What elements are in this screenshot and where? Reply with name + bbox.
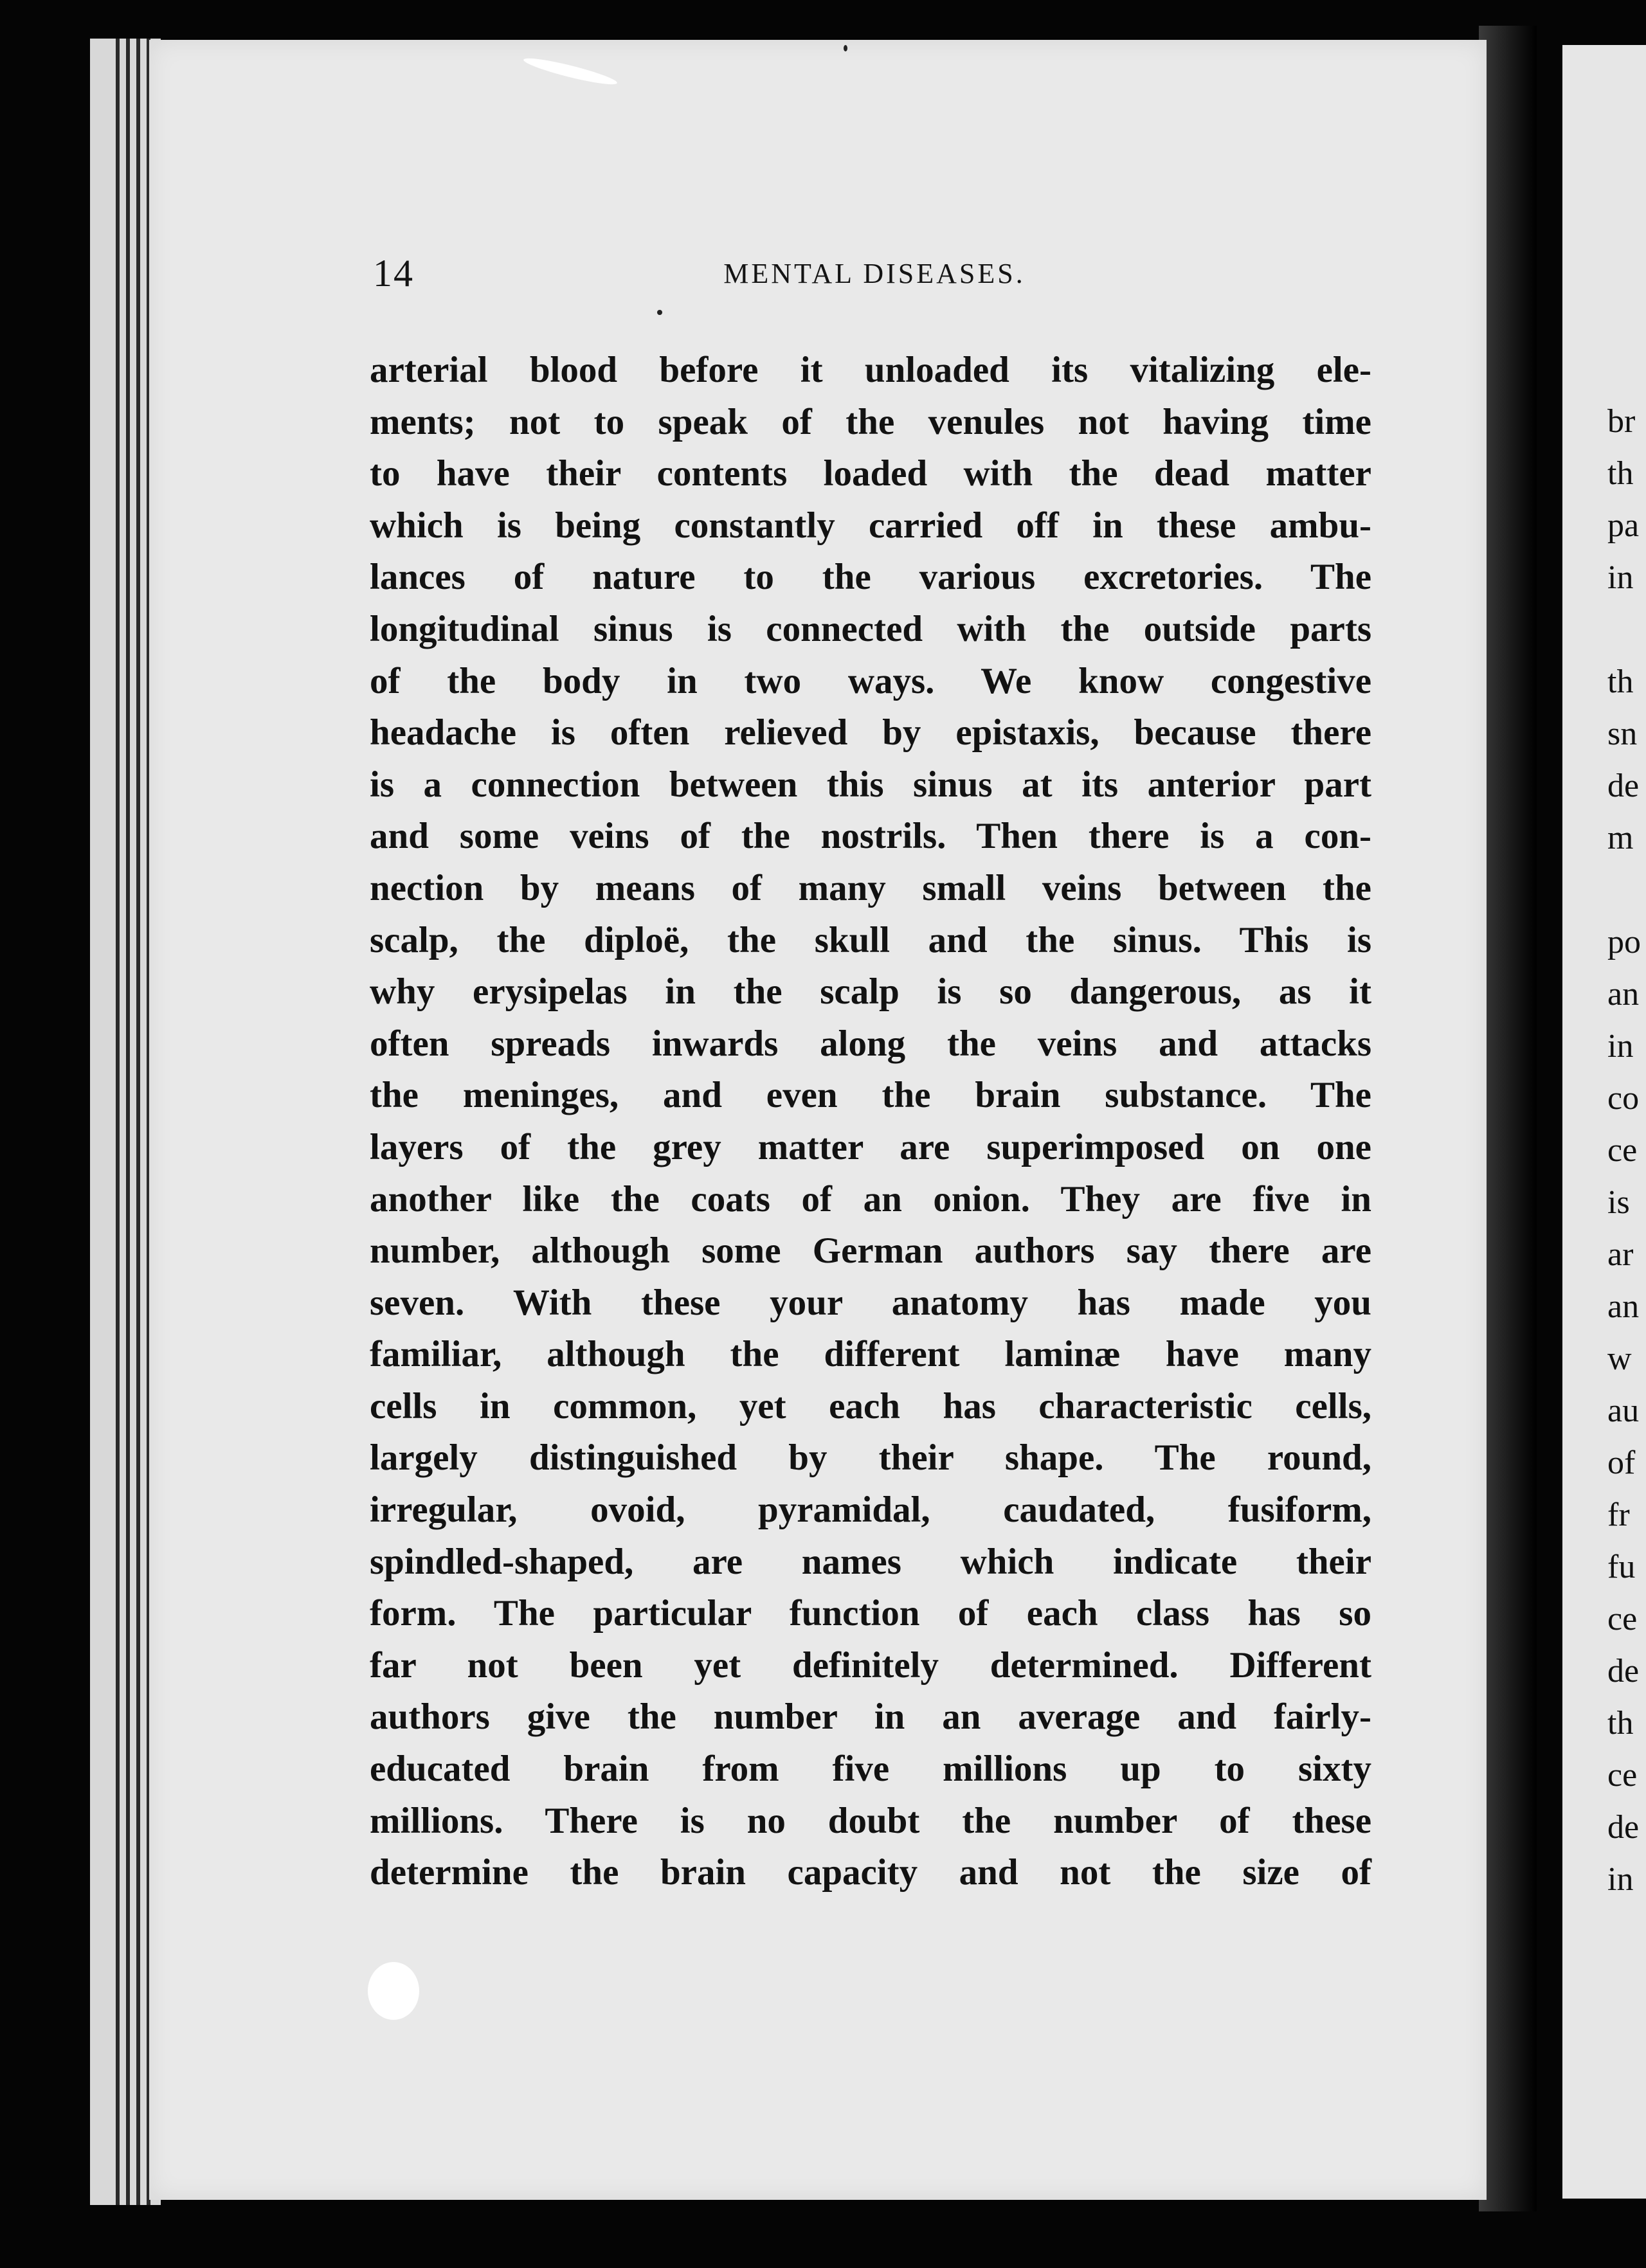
facing-page-sliver bbox=[1562, 45, 1646, 2199]
facing-page-fragment: ce bbox=[1607, 1132, 1638, 1169]
facing-page-fragment: in bbox=[1607, 1028, 1634, 1065]
facing-page-fragment: in bbox=[1607, 559, 1634, 596]
text-line: often spreads inwards along the veins and attacks bbox=[370, 1023, 1371, 1064]
facing-page-fragment: an bbox=[1607, 976, 1640, 1013]
facing-page-fragment: an bbox=[1607, 1288, 1640, 1325]
text-line: another like the coats of an onion. They are five in bbox=[370, 1178, 1371, 1220]
text-line: longitudinal sinus is connected with the outside parts bbox=[370, 608, 1371, 649]
text-line: and some veins of the nostrils. Then there is a con- bbox=[370, 816, 1371, 857]
text-line: spindled-shaped, are names which indicate their bbox=[370, 1541, 1371, 1582]
facing-page-fragment: fr bbox=[1607, 1497, 1630, 1533]
page-edge-line bbox=[136, 39, 140, 2205]
facing-page-fragment: th bbox=[1607, 663, 1634, 700]
facing-page-fragment: ce bbox=[1607, 1601, 1638, 1637]
text-line: layers of the grey matter are superimposed on one bbox=[370, 1126, 1371, 1167]
page-edge-line bbox=[126, 39, 130, 2205]
text-line: why erysipelas in the scalp is so dangerous, as it bbox=[370, 971, 1371, 1013]
text-line: scalp, the diploë, the skull and the sinus. This is bbox=[370, 919, 1371, 960]
text-line: form. The particular function of each class has so bbox=[370, 1593, 1371, 1634]
facing-page-fragment: in bbox=[1607, 1861, 1634, 1898]
facing-page-fragment: de bbox=[1607, 1653, 1640, 1689]
text-line: arterial blood before it unloaded its vitalizing ele- bbox=[370, 350, 1371, 390]
facing-page-fragment: w bbox=[1607, 1340, 1632, 1377]
text-line: which is being constantly carried off in these ambu- bbox=[370, 505, 1371, 546]
text-line: nection by means of many small veins between the bbox=[370, 867, 1371, 908]
page-number: 14 bbox=[373, 252, 414, 294]
book-gutter-shadow bbox=[1479, 26, 1537, 2211]
text-line: lances of nature to the various excretories. The bbox=[370, 557, 1371, 598]
facing-page-fragment: is bbox=[1607, 1184, 1630, 1221]
text-line: seven. With these your anatomy has made you bbox=[370, 1282, 1371, 1323]
text-line: headache is often relieved by epistaxis, because there bbox=[370, 712, 1371, 753]
text-line: of the body in two ways. We know congestive bbox=[370, 660, 1371, 701]
body-text bbox=[370, 345, 1371, 1899]
page-edge-line bbox=[116, 39, 120, 2205]
text-line: irregular, ovoid, pyramidal, caudated, fusiform, bbox=[370, 1490, 1371, 1531]
facing-page-fragment: sn bbox=[1607, 716, 1638, 752]
facing-page-fragment: ar bbox=[1607, 1236, 1634, 1273]
facing-page-fragment: fu bbox=[1607, 1549, 1636, 1585]
facing-page-fragment: th bbox=[1607, 455, 1634, 492]
facing-page-fragment: ce bbox=[1607, 1757, 1638, 1794]
facing-page-fragment: de bbox=[1607, 768, 1640, 804]
text-line: far not been yet definitely determined. Different bbox=[370, 1644, 1371, 1686]
text-line: cells in common, yet each has characteristic cells, bbox=[370, 1385, 1371, 1426]
text-line: is a connection between this sinus at its anterior part bbox=[370, 764, 1371, 805]
facing-page-fragment: th bbox=[1607, 1705, 1634, 1742]
text-line: ments; not to speak of the venules not having time bbox=[370, 401, 1371, 442]
facing-page-fragment: de bbox=[1607, 1809, 1640, 1846]
facing-page-fragment: of bbox=[1607, 1444, 1636, 1481]
facing-page-fragment: br bbox=[1607, 403, 1636, 440]
text-line: number, although some German authors say there are bbox=[370, 1230, 1371, 1272]
text-line: millions. There is no doubt the number of these bbox=[370, 1800, 1371, 1841]
scan-artifact bbox=[657, 310, 662, 315]
running-title: MENTAL DISEASES. bbox=[723, 258, 1026, 289]
scan-artifact bbox=[368, 1962, 419, 2020]
facing-page-fragment: au bbox=[1607, 1392, 1640, 1429]
scan-artifact bbox=[844, 45, 847, 51]
facing-page-fragment: co bbox=[1607, 1080, 1640, 1117]
facing-page-fragment: po bbox=[1607, 924, 1641, 960]
text-line: to have their contents loaded with the dead matter bbox=[370, 453, 1371, 494]
scan-artifact bbox=[522, 54, 619, 89]
running-head bbox=[373, 251, 1376, 296]
text-line: educated brain from five millions up to sixty bbox=[370, 1749, 1371, 1790]
text-line: familiar, although the different laminæ have many bbox=[370, 1334, 1371, 1375]
facing-page-fragment: m bbox=[1607, 820, 1634, 856]
text-line: the meninges, and even the brain substance. The bbox=[370, 1075, 1371, 1116]
text-line: largely distinguished by their shape. The round, bbox=[370, 1437, 1371, 1479]
facing-page-fragment: pa bbox=[1607, 507, 1640, 544]
text-line: determine the brain capacity and not the size of bbox=[370, 1852, 1371, 1893]
text-line: authors give the number in an average and fairly- bbox=[370, 1697, 1371, 1738]
